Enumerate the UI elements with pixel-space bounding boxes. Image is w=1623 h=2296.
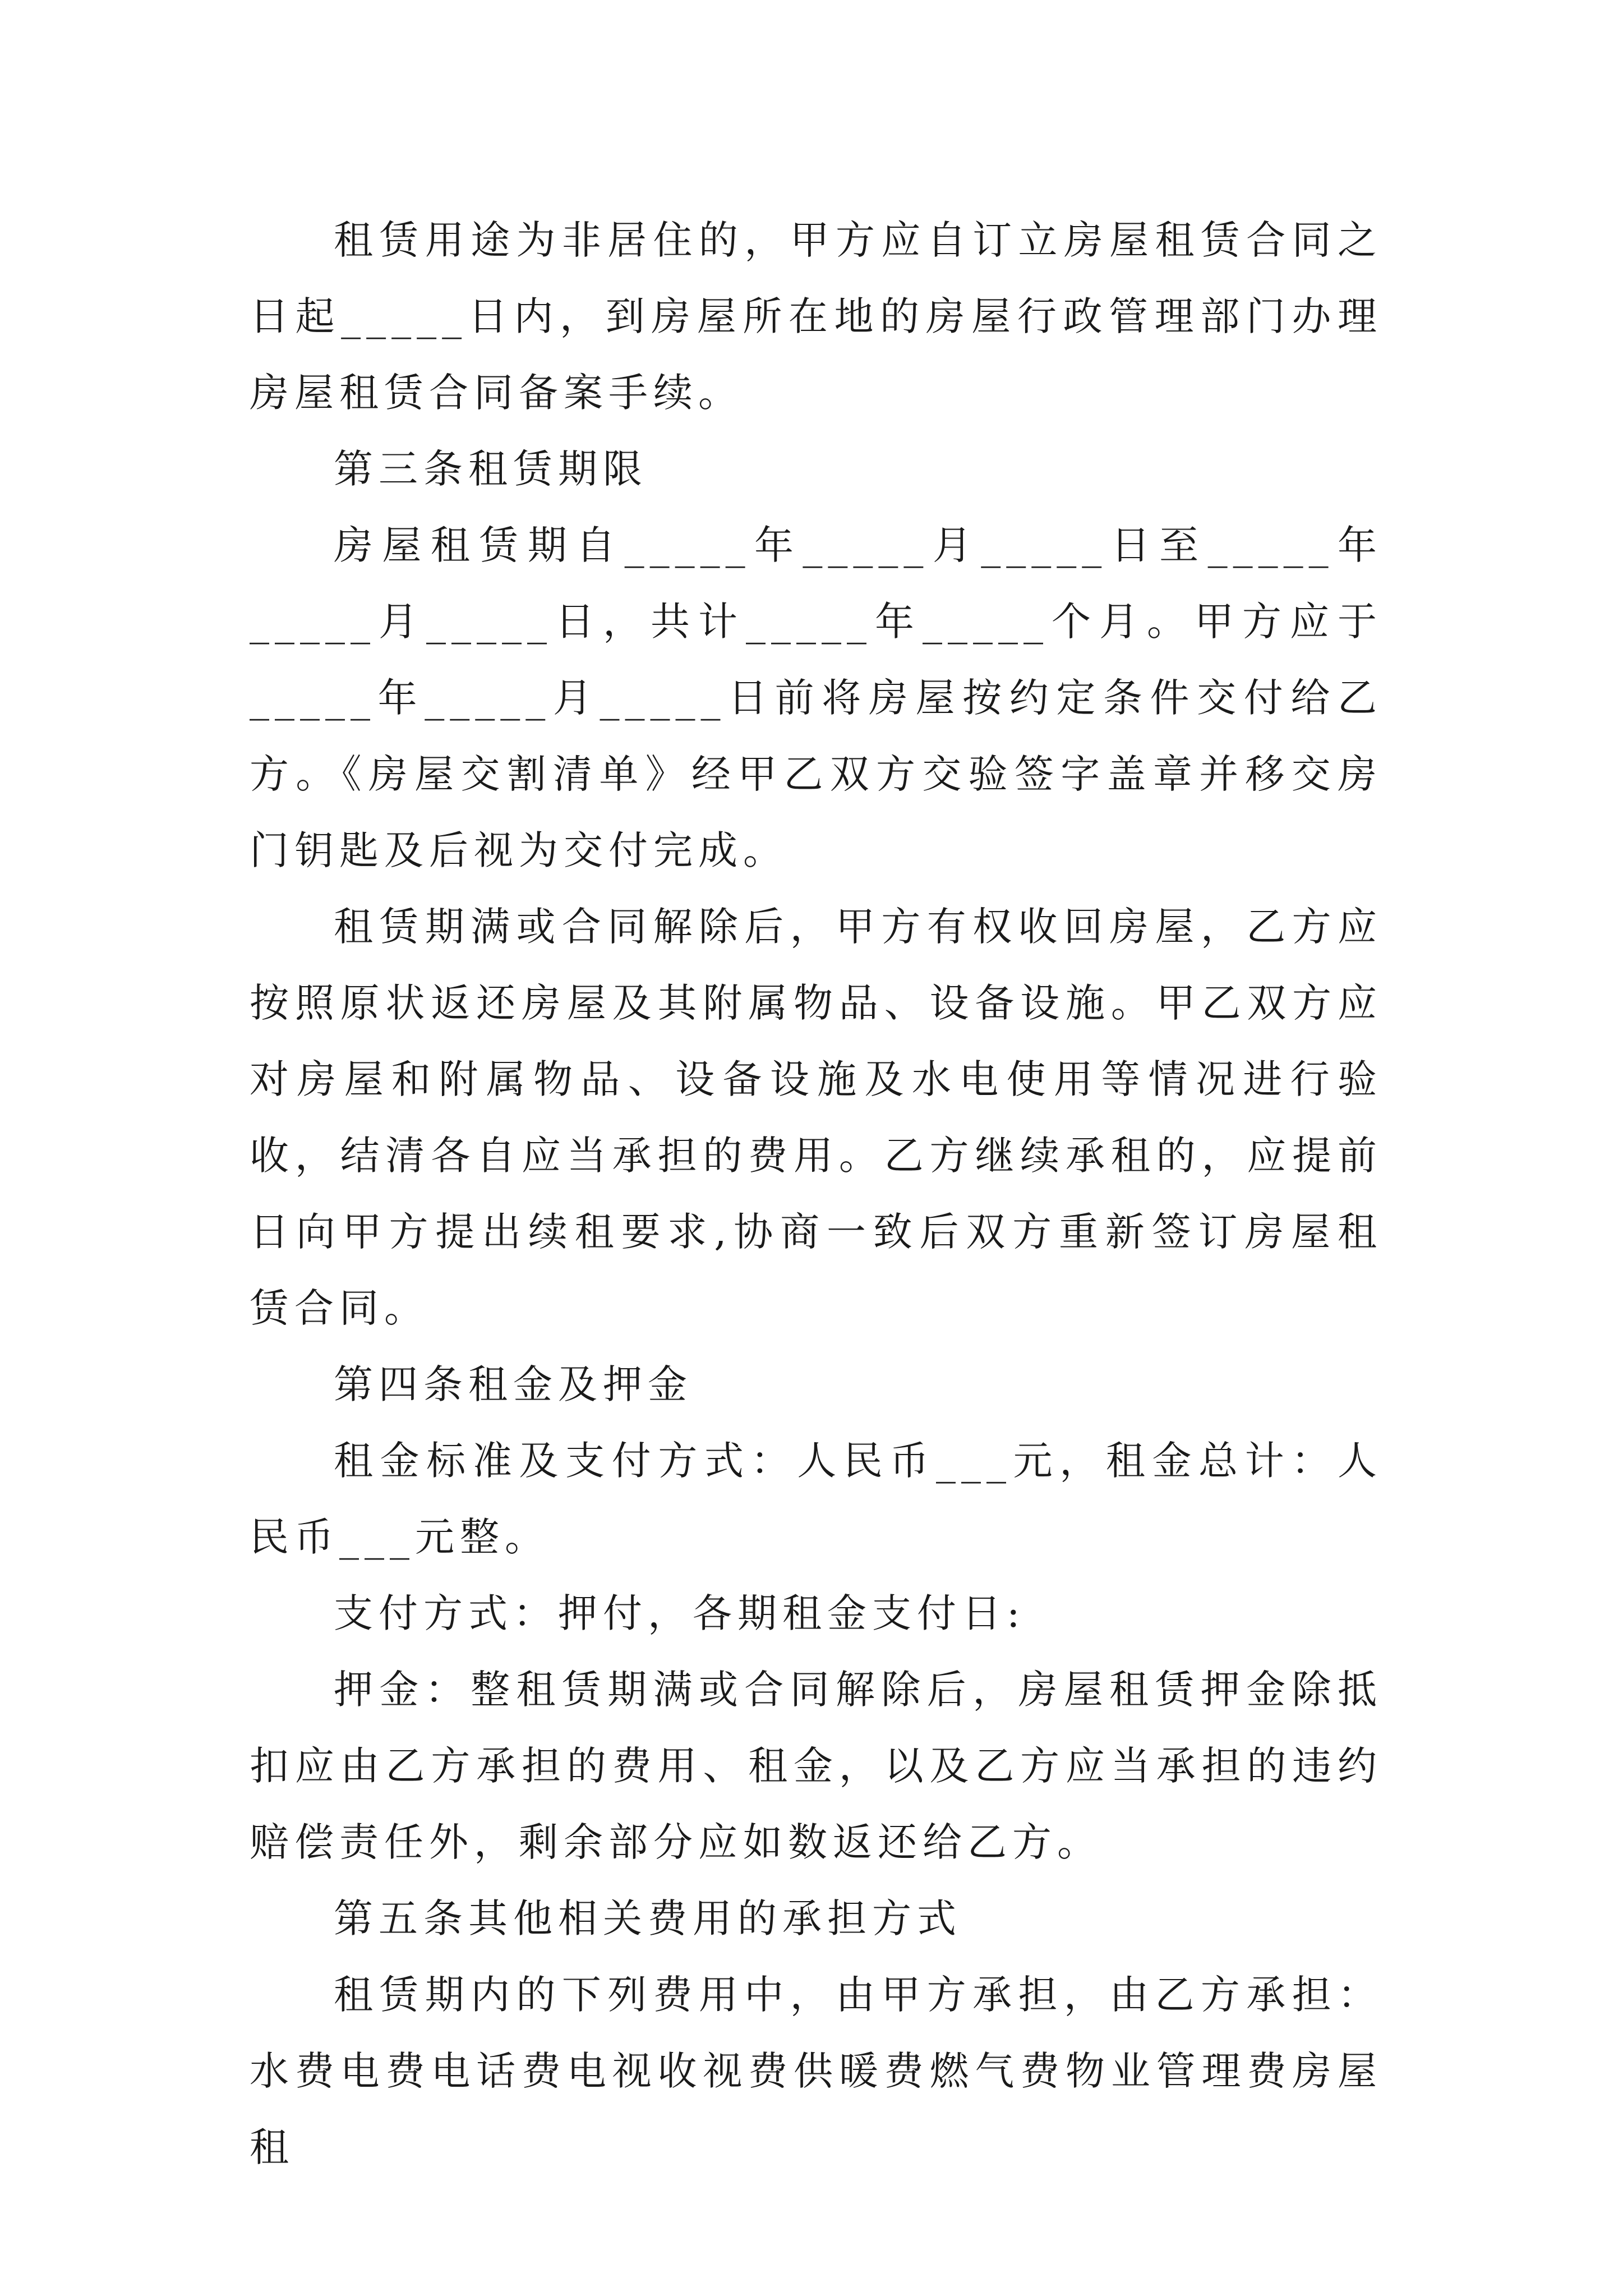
section-heading-lease-term: 第三条租赁期限: [334, 446, 648, 492]
paragraph-payment-method: 支付方式：押付，各期租金支付日:: [334, 1590, 1026, 1636]
paragraph-lease-end: 租赁期满或合同解除后，甲方有权收回房屋，乙方应按照原状返还房屋及其附属物品、设备设施。甲乙双方应对房屋和附属物品、设备设施及水电使用等情况进行验收，结清各自应当承担的费用。乙方继续承租的，应提前日向甲方提出续租要求,协商一致后双方重新签订房屋租赁合同。: [250, 904, 1382, 1331]
section-heading-other-fees: 第五条其他相关费用的承担方式: [334, 1895, 962, 1941]
section-heading-rent-deposit: 第四条租金及押金: [334, 1361, 693, 1407]
paragraph-lease-period: 房屋租赁期自_____年_____月_____日至_____年_____月_____日，共计_____年_____个月。甲方应于_____年_____月_____日前将房屋按约定条件交付给乙方。《房屋交割清单》经甲乙双方交验签字盖章并移交房门钥匙及后视为交付完成。: [250, 522, 1382, 873]
document-body: [250, 202, 1382, 2185]
paragraph-fee-allocation: 租赁期内的下列费用中，由甲方承担，由乙方承担：水费电费电话费电视收视费供暖费燃气费物业管理费房屋租: [250, 1972, 1382, 2170]
paragraph-deposit: 押金：整租赁期满或合同解除后，房屋租赁押金除抵扣应由乙方承担的费用、租金，以及乙方应当承担的违约赔偿责任外，剩余部分应如数返还给乙方。: [250, 1667, 1382, 1865]
paragraph-rent-standard: 租金标准及支付方式：人民币___元，租金总计：人民币___元整。: [250, 1438, 1382, 1560]
paragraph-filing: 租赁用途为非居住的，甲方应自订立房屋租赁合同之日起_____日内，到房屋所在地的房屋行政管理部门办理房屋租赁合同备案手续。: [250, 217, 1382, 416]
